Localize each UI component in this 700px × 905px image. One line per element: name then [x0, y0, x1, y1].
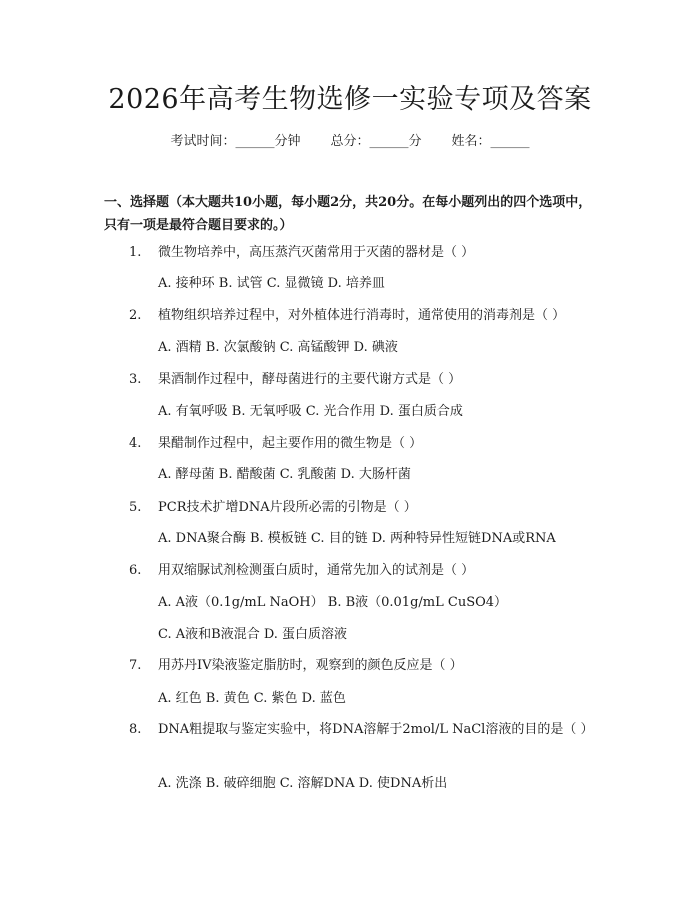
question-stem: 果醋制作过程中，起主要作用的微生物是（ ） [158, 436, 423, 451]
question-number: 3. [129, 372, 142, 387]
question-number: 4. [129, 436, 142, 451]
question-stem: 果酒制作过程中，酵母菌进行的主要代谢方式是（ ） [158, 372, 462, 387]
question-stem: 用苏丹IV染液鉴定脂肪时，观察到的颜色反应是（ ） [158, 658, 463, 673]
question-options: A. 接种环 B. 试管 C. 显微镜 D. 培养皿 [158, 276, 385, 291]
exam-info-line [0, 132, 700, 152]
exam-time-field: 考试时间：______分钟 [170, 134, 301, 149]
student-name-field: 姓名：______ [451, 134, 530, 149]
question-stem: 微生物培养中，高压蒸汽灭菌常用于灭菌的器材是（ ） [158, 245, 475, 260]
total-score-field: 总分：______分 [330, 134, 422, 149]
question-options: A. 酒精 B. 次氯酸钠 C. 高锰酸钾 D. 碘液 [158, 340, 398, 355]
page-title: 2026年高考生物选修一实验专项及答案 [108, 84, 592, 115]
question-number: 1. [129, 245, 142, 260]
section-header: 一、选择题（本大题共10小题，每小题2分，共20分。在每小题列出的四个选项中，只有一项是最符合题目要求的。） [104, 195, 592, 233]
question-options: A. 红色 B. 黄色 C. 紫色 D. 蓝色 [158, 691, 346, 706]
question-options: A. 酵母菌 B. 醋酸菌 C. 乳酸菌 D. 大肠杆菌 [158, 467, 411, 482]
question-number: 2. [129, 308, 142, 323]
question-options: C. A液和B液混合 D. 蛋白质溶液 [158, 627, 348, 642]
question-stem: 用双缩脲试剂检测蛋白质时，通常先加入的试剂是（ ） [158, 563, 475, 578]
question-options: A. 洗涤 B. 破碎细胞 C. 溶解DNA D. 使DNA析出 [158, 776, 448, 791]
question-number: 7. [129, 658, 142, 673]
question-options: A. DNA聚合酶 B. 模板链 C. 目的链 D. 两种特异性短链DNA或RNA [158, 531, 556, 546]
question-number: 6. [129, 563, 142, 578]
question-options: A. 有氧呼吸 B. 无氧呼吸 C. 光合作用 D. 蛋白质合成 [158, 404, 463, 419]
question-number: 8. [129, 722, 142, 737]
question-options: A. A液（0.1g/mL NaOH） B. B液（0.01g/mL CuSO4） [158, 595, 508, 610]
question-number: 5. [129, 500, 142, 515]
question-stem: PCR技术扩增DNA片段所必需的引物是（ ） [158, 500, 417, 515]
question-stem: 植物组织培养过程中，对外植体进行消毒时，通常使用的消毒剂是（ ） [158, 308, 566, 323]
question-stem: DNA粗提取与鉴定实验中，将DNA溶解于2mol/L NaCl溶液的目的是（ ） [158, 722, 594, 737]
